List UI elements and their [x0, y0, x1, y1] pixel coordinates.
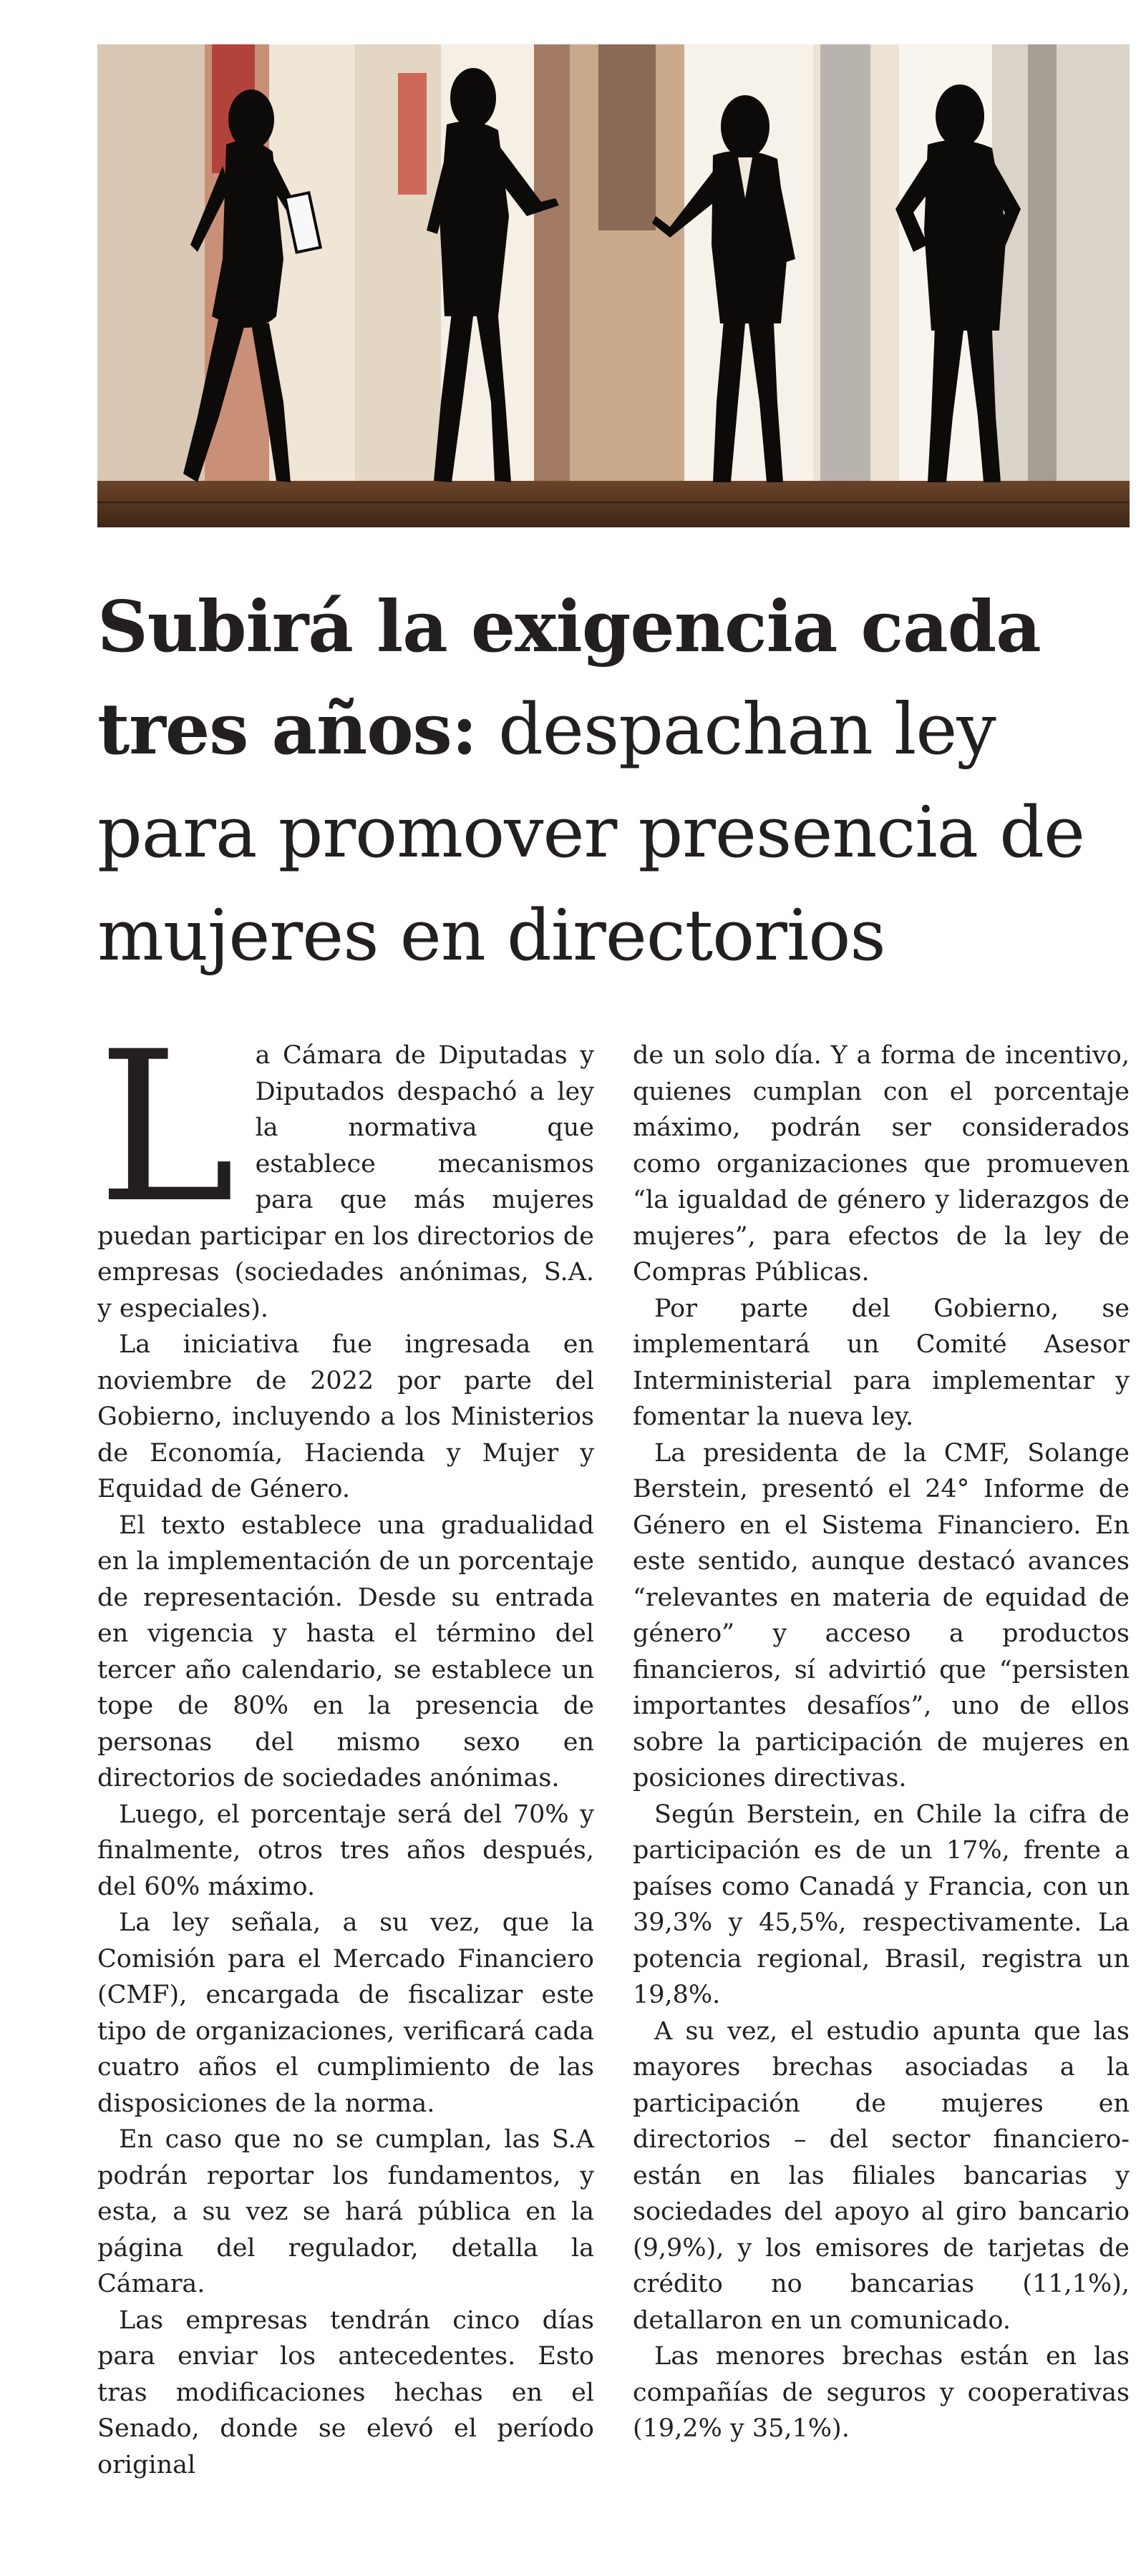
- article-paragraph: A su vez, el estudio apunta que las mayores brechas asociadas a la participación de mujeres en directorios – del sector financiero- están en las filiales bancarias y sociedades del apoyo al giro bancario (9,9%), y los emisores de tarjetas de crédito no bancarias (11,1%), detallaron en un comunicado.: [633, 2016, 1130, 2335]
- left-column: [97, 1008, 594, 2540]
- right-column: [633, 1038, 1130, 2540]
- headline: [97, 576, 1135, 987]
- headline-light: despachan ley para promover presencia de mujeres en directorios: [97, 689, 1084, 977]
- article-paragraph: Luego, el porcentaje será del 70% y finalmente, otros tres años después, del 60% máximo.: [97, 1800, 594, 1901]
- businesswomen-silhouettes-image: [97, 44, 1130, 527]
- article-paragraph: En caso que no se cumplan, las S.A podrán reportar los fundamentos, y esta, a su vez se hará pública en la página del regulador, detalla la Cámara.: [97, 2125, 594, 2298]
- drop-cap: L: [97, 1008, 236, 1249]
- article-body: [97, 1008, 1130, 2540]
- article-paragraph: La presidenta de la CMF, Solange Berstein, presentó el 24° Informe de Género en el Sistema Financiero. En este sentido, aunque destacó avances “relevantes en materia de equidad de género” y acceso a productos financieros, sí advirtió que “persisten importantes desafíos”, uno de ellos sobre la participación de mujeres en posiciones directivas.: [633, 1438, 1130, 1792]
- article-paragraph: Las empresas tendrán cinco días para enviar los antecedentes. Esto tras modificaciones hechas en el Senado, donde se elevó el período original: [97, 2306, 594, 2479]
- article-paragraph: de un solo día. Y a forma de incentivo, quienes cumplan con el porcentaje máximo, podrán ser considerados como organizaciones que promueven “la igualdad de género y liderazgos de mujeres”, para efectos de la ley de Compras Públicas.: [633, 1041, 1130, 1287]
- article-photo: [97, 44, 1130, 527]
- article-paragraph: La ley señala, a su vez, que la Comisión para el Mercado Financiero (CMF), encargada de fiscalizar este tipo de organizaciones, verificará cada cuatro años el cumplimiento de las disposiciones de la norma.: [97, 1908, 594, 2118]
- article-paragraph: La Cámara de Diputadas y Diputados despachó a ley la normativa que establece mecanismos para que más mujeres puedan participar en los directorios de empresas (sociedades anónimas, S.A. y especiales).: [97, 1008, 594, 1323]
- headline-bold: Subirá la exigencia cada tres años:: [97, 586, 1041, 771]
- article-paragraph: Según Berstein, en Chile la cifra de participación es de un 17%, frente a países como Canadá y Francia, con un 39,3% y 45,5%, respectivamente. La potencia regional, Brasil, registra un 19,8%.: [633, 1800, 1130, 2009]
- article-paragraph: Las menores brechas están en las compañías de seguros y cooperativas (19,2% y 35,1%).: [633, 2342, 1130, 2443]
- article-paragraph: La iniciativa fue ingresada en noviembre de 2022 por parte del Gobierno, incluyendo a los Ministerios de Economía, Hacienda y Mujer y Equidad de Género.: [97, 1330, 594, 1503]
- article-paragraph: El texto establece una gradualidad en la implementación de un porcentaje de representación. Desde su entrada en vigencia y hasta el término del tercer año calendario, se establece un tope de 80% en la presencia de personas del mismo sexo en directorios de sociedades anónimas.: [97, 1511, 594, 1792]
- article-paragraph: Por parte del Gobierno, se implementará un Comité Asesor Interministerial para implementar y fomentar la nueva ley.: [633, 1294, 1130, 1431]
